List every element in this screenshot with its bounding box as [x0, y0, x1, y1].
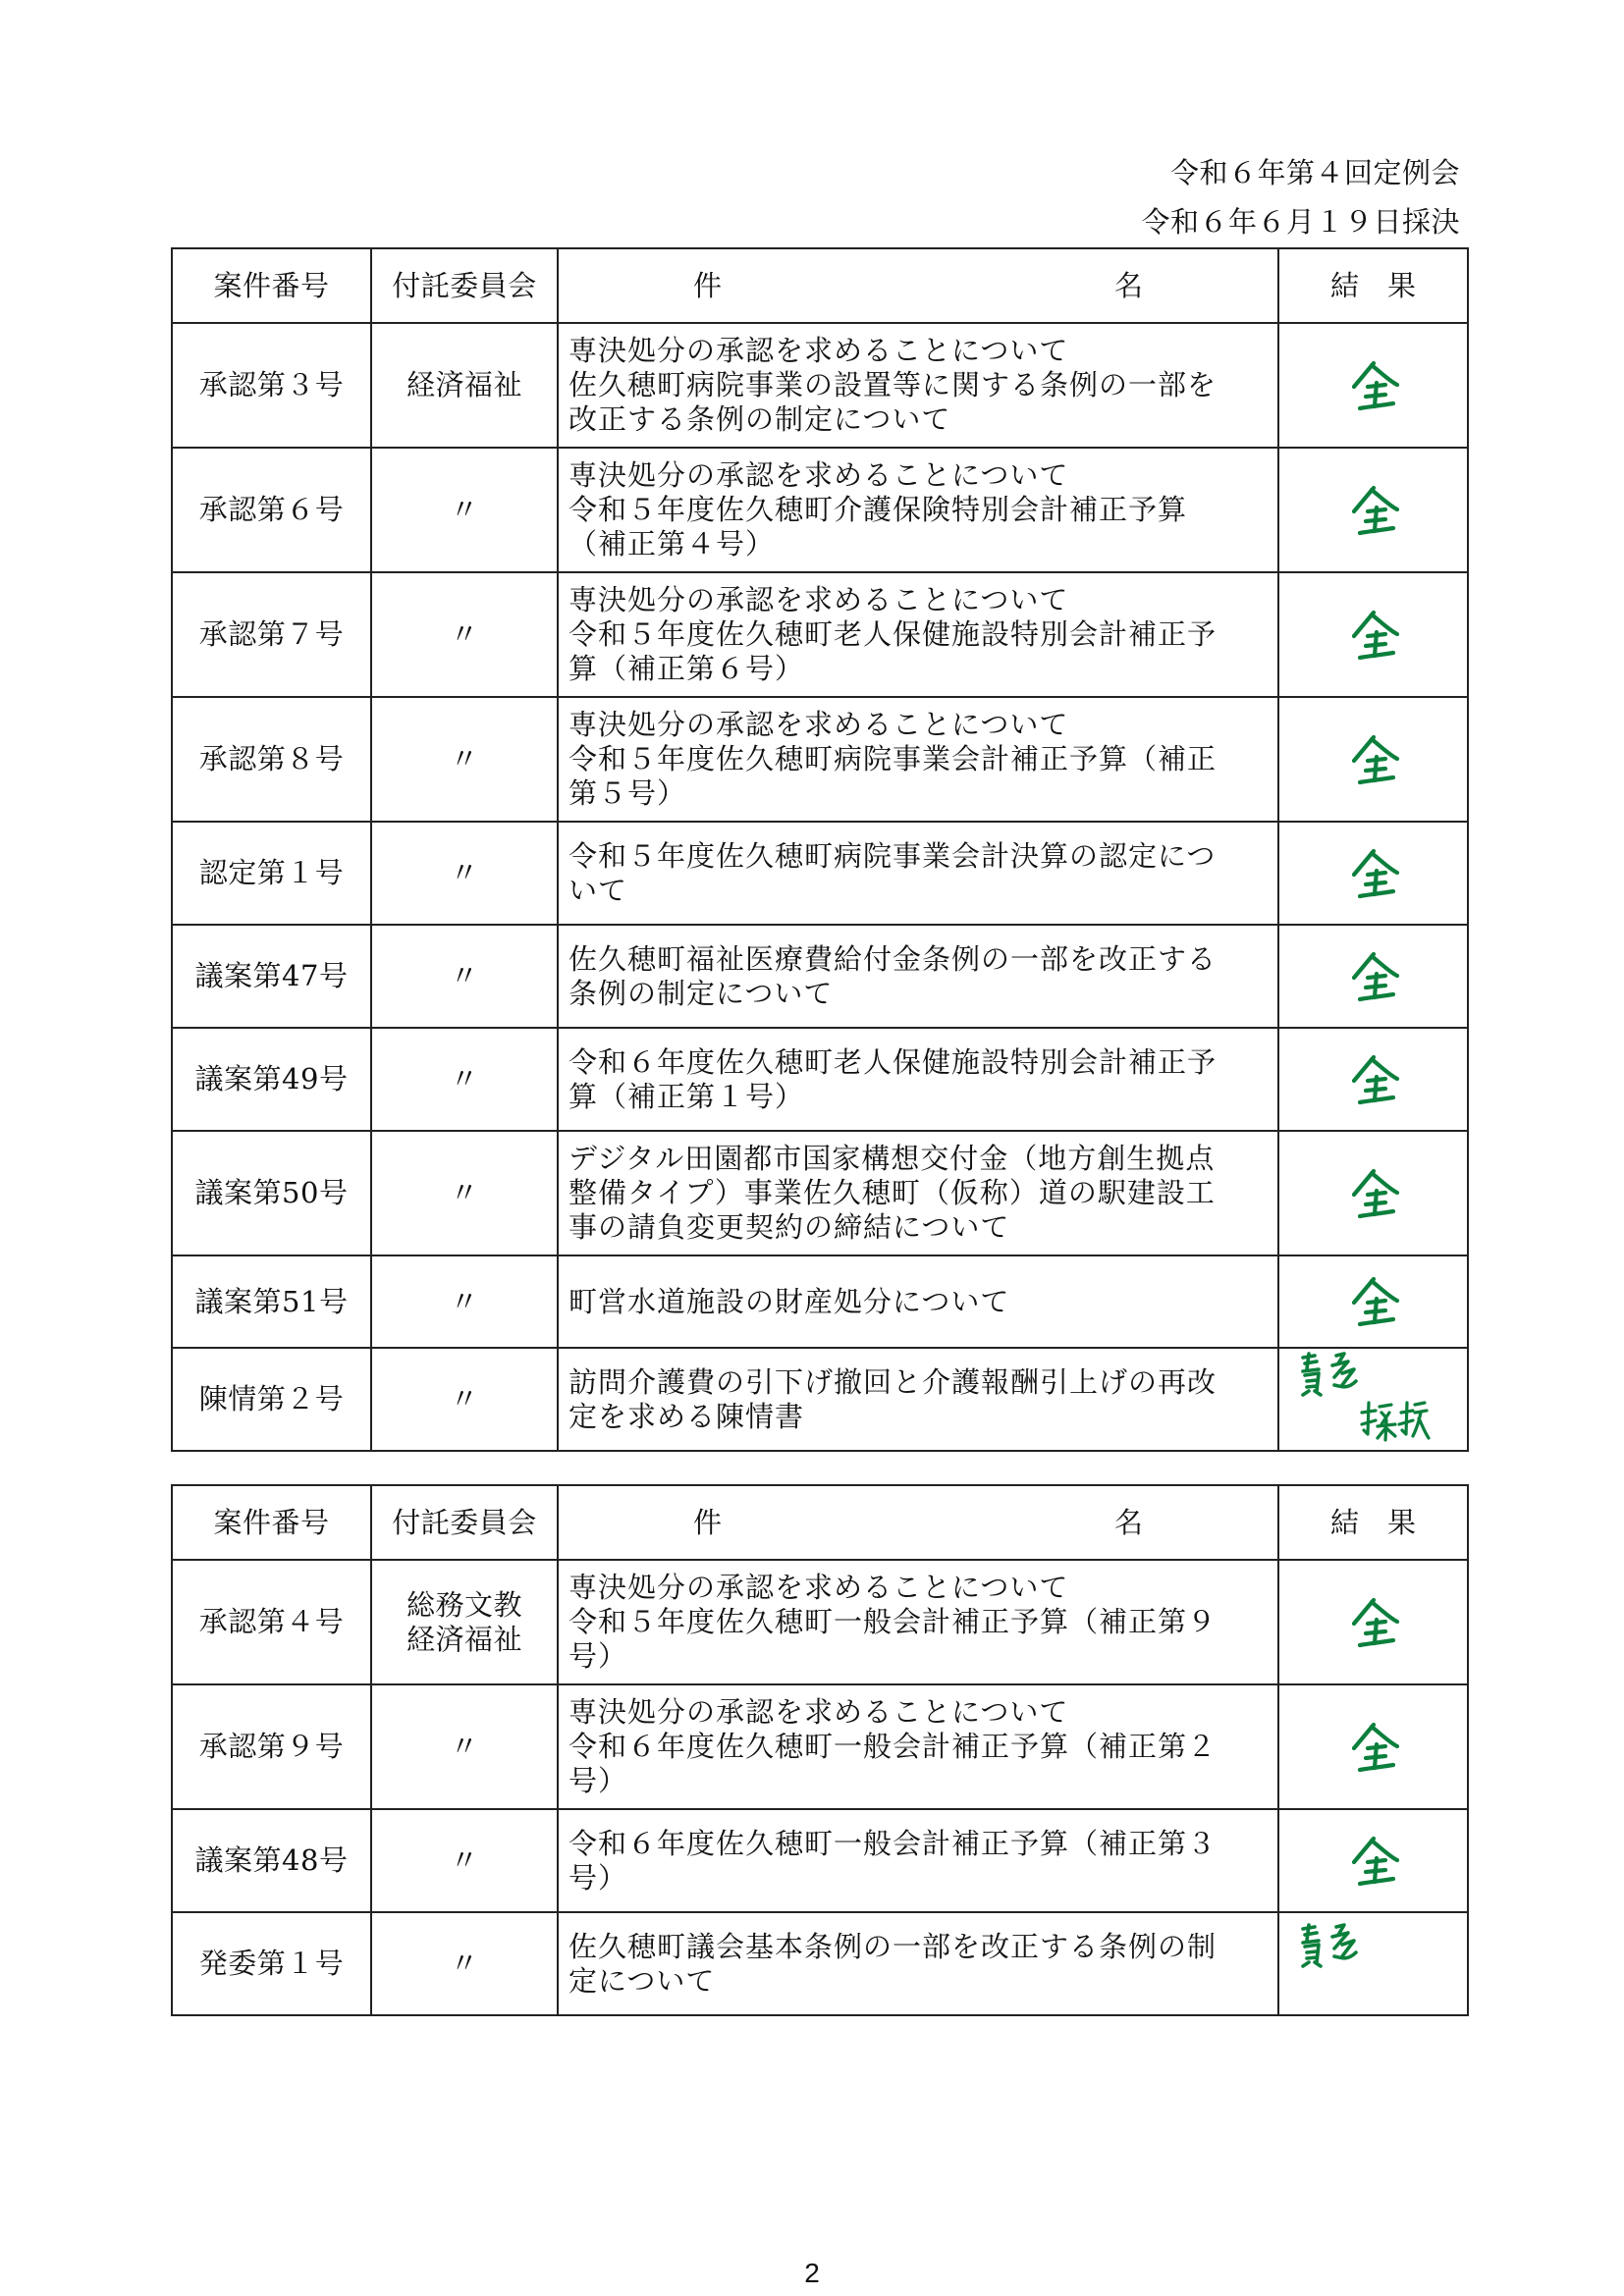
case-title-line: 専決処分の承認を求めることについて: [568, 458, 1069, 492]
case-number: [172, 1809, 371, 1912]
santa-saitaku-handwritten-icon: [1279, 1352, 1467, 1442]
table-header-row: [172, 248, 1468, 323]
case-title: [558, 1348, 1278, 1451]
committee: [371, 1028, 558, 1131]
zen-handwritten-icon: [1279, 845, 1467, 902]
case-title-line: 事の請負変更契約の締結について: [568, 1210, 1010, 1244]
case-number-text: 承認第８号: [198, 742, 345, 775]
case-title-line: 令和５年度佐久穂町一般会計補正予算（補正第９: [568, 1605, 1218, 1638]
committee: [371, 1809, 558, 1912]
case-number-text: 承認第６号: [198, 493, 345, 526]
case-title-line: 改正する条例の制定について: [568, 402, 951, 436]
table-row: [172, 323, 1468, 448]
committee-text: 〃: [450, 493, 479, 526]
case-title-line: 佐久穂町福祉医療費給付金条例の一部を改正する: [568, 941, 1218, 976]
result: [1278, 1912, 1468, 2015]
case-title-line: 号）: [568, 1860, 628, 1895]
results-table-2: [171, 1484, 1469, 2016]
result: [1278, 572, 1468, 697]
committee-text: 〃: [450, 1284, 479, 1318]
committee-text: 〃: [450, 1843, 479, 1877]
case-number: [172, 1912, 371, 2015]
result: [1278, 1131, 1468, 1255]
case-number: [172, 697, 371, 822]
case-title-line: 訪問介護費の引下げ撤回と介護報酬引上げの再改: [568, 1364, 1218, 1399]
table-row: [172, 448, 1468, 572]
case-number: [172, 1131, 371, 1255]
table-row: [172, 925, 1468, 1028]
case-title-line: 算（補正第６号）: [568, 652, 805, 685]
header-number-label: 案件番号: [213, 1505, 330, 1539]
header-title-right: 名: [1114, 1505, 1144, 1539]
case-number: [172, 1560, 371, 1684]
case-title-line: 専決処分の承認を求めることについて: [568, 334, 1069, 367]
case-title-line: 定を求める陳情書: [568, 1399, 805, 1433]
header-title: [558, 248, 1278, 323]
case-title-line: 専決処分の承認を求めることについて: [568, 1695, 1069, 1729]
zen-handwritten-icon: [1279, 357, 1467, 414]
header-committee: [371, 1485, 558, 1560]
committee: [371, 925, 558, 1028]
committee: [371, 1131, 558, 1255]
case-title-line: 令和６年度佐久穂町一般会計補正予算（補正第２: [568, 1730, 1218, 1763]
committee-text: 〃: [450, 856, 479, 889]
case-title-line: 条例の制定について: [568, 976, 834, 1010]
case-number-text: 承認第４号: [198, 1605, 345, 1638]
table-row: [172, 1684, 1468, 1809]
case-title-line: 定について: [568, 1963, 716, 1998]
case-number: [172, 822, 371, 925]
page-number: 2: [804, 2258, 820, 2288]
zen-handwritten-icon: [1279, 1833, 1467, 1890]
result: [1278, 1809, 1468, 1912]
case-number: [172, 1028, 371, 1131]
case-title: [558, 1809, 1278, 1912]
santa-handwritten-icon: [1279, 1923, 1467, 1968]
case-title-line: 専決処分の承認を求めることについて: [568, 708, 1069, 741]
case-title-line: 佐久穂町病院事業の設置等に関する条例の一部を: [568, 368, 1218, 401]
committee: [371, 822, 558, 925]
case-title-line: いて: [568, 873, 628, 907]
case-title-line: 号）: [568, 1639, 628, 1673]
result: [1278, 1684, 1468, 1809]
committee-text: 経済福祉: [406, 368, 522, 401]
committee-text: 〃: [450, 1062, 479, 1095]
committee: [371, 1684, 558, 1809]
zen-handwritten-icon: [1279, 731, 1467, 788]
case-title-line: 第５号）: [568, 776, 687, 810]
case-number-text: 認定第１号: [198, 856, 345, 889]
case-number-text: 承認第７号: [198, 617, 345, 651]
committee-text: 〃: [450, 1382, 479, 1415]
case-number-text: 議案第51号: [194, 1284, 349, 1318]
result: [1278, 1560, 1468, 1684]
case-title-line: 令和５年度佐久穂町病院事業会計決算の認定につ: [568, 838, 1217, 873]
result: [1278, 1028, 1468, 1131]
result: [1278, 822, 1468, 925]
case-title-line: 専決処分の承認を求めることについて: [568, 583, 1069, 616]
table-row: [172, 1560, 1468, 1684]
header-title-left: 件: [692, 1505, 722, 1539]
case-title: [558, 448, 1278, 572]
header-number: [172, 1485, 371, 1560]
header-number: [172, 248, 371, 323]
header-result: [1278, 248, 1468, 323]
case-title: [558, 1255, 1278, 1348]
case-title: [558, 1684, 1278, 1809]
case-number: [172, 1684, 371, 1809]
case-title: [558, 822, 1278, 925]
committee-text: 〃: [450, 742, 479, 775]
committee-text: 〃: [450, 1730, 479, 1763]
case-title: [558, 925, 1278, 1028]
case-title-line: デジタル田園都市国家構想交付金（地方創生拠点: [568, 1142, 1216, 1175]
case-title-line: 町営水道施設の財産処分について: [568, 1284, 1010, 1318]
session-title: 令和６年第４回定例会: [1169, 156, 1460, 189]
case-title-line: （補正第４号）: [568, 527, 776, 561]
case-title: [558, 697, 1278, 822]
header-title-right: 名: [1114, 268, 1144, 302]
case-title: [558, 323, 1278, 448]
result: [1278, 323, 1468, 448]
header-committee-label: 付託委員会: [392, 1505, 537, 1539]
zen-handwritten-icon: [1279, 1165, 1467, 1222]
case-number: [172, 572, 371, 697]
committee: [371, 1255, 558, 1348]
table-row: [172, 1131, 1468, 1255]
case-number-text: 議案第50号: [194, 1176, 349, 1209]
decision-date: 令和６年６月１９日採決: [1141, 205, 1460, 239]
case-number-text: 承認第３号: [198, 368, 345, 401]
header-committee-label: 付託委員会: [392, 268, 537, 302]
header-result-label: 結 果: [1329, 268, 1416, 302]
case-title: [558, 1131, 1278, 1255]
committee-text: 総務文教 経済福祉: [406, 1587, 522, 1656]
case-title-line: 令和５年度佐久穂町老人保健施設特別会計補正予: [568, 617, 1218, 651]
result: [1278, 697, 1468, 822]
result: [1278, 925, 1468, 1028]
header-number-label: 案件番号: [213, 268, 330, 302]
committee-text: 〃: [450, 617, 479, 651]
case-number-text: 陳情第２号: [198, 1382, 345, 1415]
case-number-text: 議案第49号: [194, 1062, 349, 1095]
header-result-label: 結 果: [1329, 1505, 1416, 1539]
committee-text: 〃: [450, 1176, 479, 1209]
case-title-line: 整備タイプ）事業佐久穂町（仮称）道の駅建設工: [568, 1176, 1216, 1209]
case-title-line: 令和５年度佐久穂町介護保険特別会計補正予算: [568, 493, 1188, 526]
committee: [371, 697, 558, 822]
result: [1278, 448, 1468, 572]
case-title-line: 令和６年度佐久穂町一般会計補正予算（補正第３: [568, 1826, 1218, 1860]
case-number: [172, 448, 371, 572]
result: [1278, 1348, 1468, 1451]
committee-text: 〃: [450, 959, 479, 992]
table-row: [172, 1348, 1468, 1451]
case-number-text: 発委第１号: [198, 1947, 345, 1980]
zen-handwritten-icon: [1279, 1594, 1467, 1651]
committee: [371, 448, 558, 572]
zen-handwritten-icon: [1279, 482, 1467, 539]
header-title: [558, 1485, 1278, 1560]
zen-handwritten-icon: [1279, 1051, 1467, 1108]
zen-handwritten-icon: [1279, 1273, 1467, 1330]
committee: [371, 1348, 558, 1451]
header-result: [1278, 1485, 1468, 1560]
header-title-left: 件: [692, 268, 722, 302]
header-committee: [371, 248, 558, 323]
case-title-line: 号）: [568, 1764, 628, 1797]
result: [1278, 1255, 1468, 1348]
committee-text: 〃: [450, 1947, 479, 1980]
table-row: [172, 1255, 1468, 1348]
table-row: [172, 1028, 1468, 1131]
case-number-text: 承認第９号: [198, 1730, 345, 1763]
case-number: [172, 925, 371, 1028]
case-title-line: 佐久穂町議会基本条例の一部を改正する条例の制: [568, 1929, 1218, 1963]
committee: [371, 1912, 558, 2015]
table-row: [172, 697, 1468, 822]
results-table-1: [171, 247, 1469, 1452]
case-title: [558, 1912, 1278, 2015]
case-number-text: 議案第48号: [194, 1843, 349, 1877]
committee: [371, 323, 558, 448]
case-number: [172, 1255, 371, 1348]
case-title-line: 令和５年度佐久穂町病院事業会計補正予算（補正: [568, 742, 1218, 775]
zen-handwritten-icon: [1279, 607, 1467, 664]
table-row: [172, 822, 1468, 925]
zen-handwritten-icon: [1279, 1719, 1467, 1776]
case-number-text: 議案第47号: [194, 959, 349, 992]
case-title: [558, 1028, 1278, 1131]
case-number: [172, 323, 371, 448]
case-title-line: 令和６年度佐久穂町老人保健施設特別会計補正予: [568, 1044, 1218, 1079]
table-row: [172, 1809, 1468, 1912]
committee: [371, 1560, 558, 1684]
case-title: [558, 1560, 1278, 1684]
case-title: [558, 572, 1278, 697]
zen-handwritten-icon: [1279, 948, 1467, 1005]
case-number: [172, 1348, 371, 1451]
case-title-line: 算（補正第１号）: [568, 1079, 805, 1113]
table-row: [172, 1912, 1468, 2015]
table-row: [172, 572, 1468, 697]
case-title-line: 専決処分の承認を求めることについて: [568, 1571, 1069, 1604]
table-header-row: [172, 1485, 1468, 1560]
committee: [371, 572, 558, 697]
